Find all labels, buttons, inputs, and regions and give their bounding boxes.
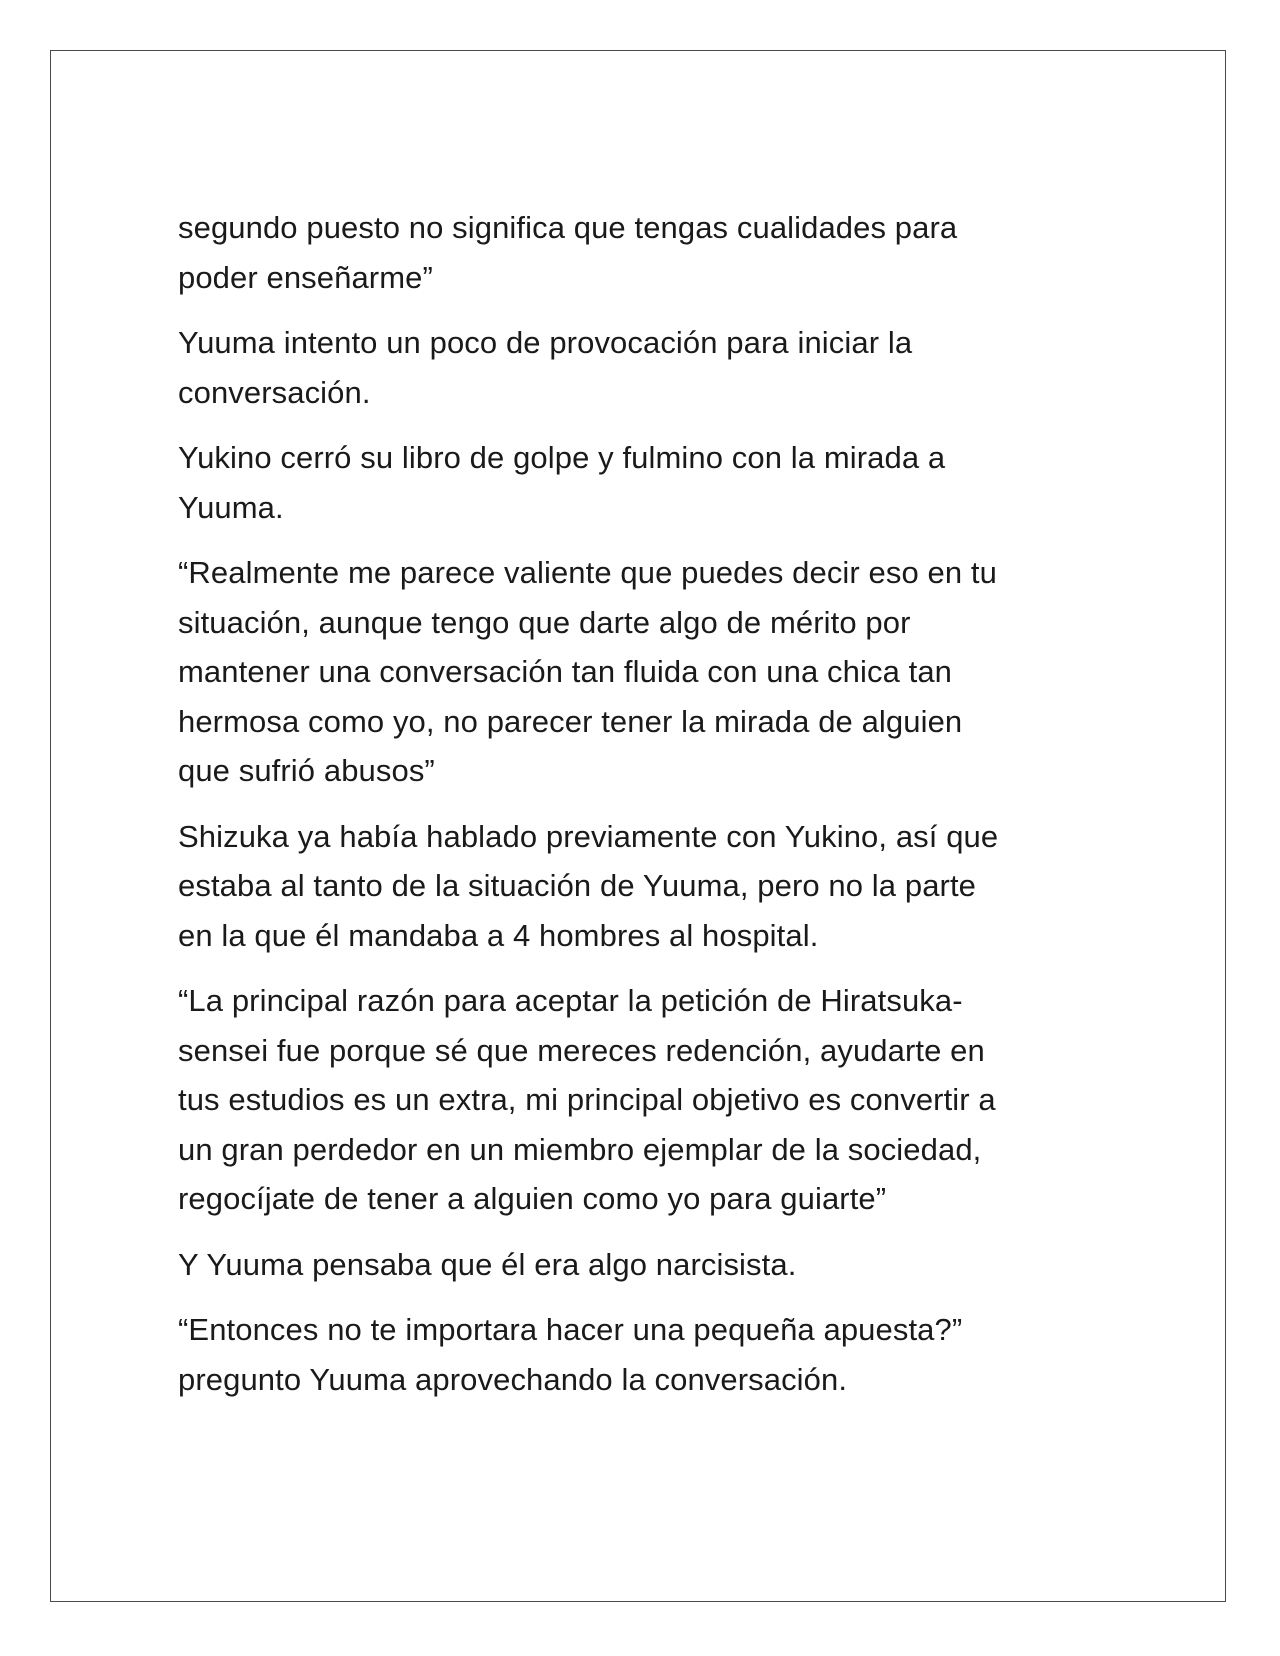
paragraph: “La principal razón para aceptar la petición de Hiratsuka- sensei fue porque sé que mereces redención, ayudarte en tus estudios es un extra, mi principal objetivo es convertir a un gran perdedor en un miembro ejemplar de la sociedad, regocíjate de tener a alguien como yo para guiarte” xyxy=(178,983,996,1216)
paragraph: Shizuka ya había hablado previamente con Yukino, así que estaba al tanto de la situación de Yuuma, pero no la parte en la que él mandaba a 4 hombres al hospital. xyxy=(178,818,999,953)
paragraph: “Entonces no te importara hacer una pequeña apuesta?” pregunto Yuuma aprovechando la conversación. xyxy=(178,1312,963,1397)
paragraph: Yuuma intento un poco de provocación para iniciar la conversación. xyxy=(178,325,913,410)
document-body xyxy=(178,203,1108,1420)
paragraph: segundo puesto no significa que tengas cualidades para poder enseñarme” xyxy=(178,210,958,295)
paragraph: Yukino cerró su libro de golpe y fulmino con la mirada a Yuuma. xyxy=(178,440,946,525)
paragraph: “Realmente me parece valiente que puedes decir eso en tu situación, aunque tengo que darte algo de mérito por mantener una conversación tan fluida con una chica tan hermosa como yo, no parecer tener la mirada de alguien que sufrió abusos” xyxy=(178,555,997,788)
paragraph: Y Yuuma pensaba que él era algo narcisista. xyxy=(178,1246,797,1282)
